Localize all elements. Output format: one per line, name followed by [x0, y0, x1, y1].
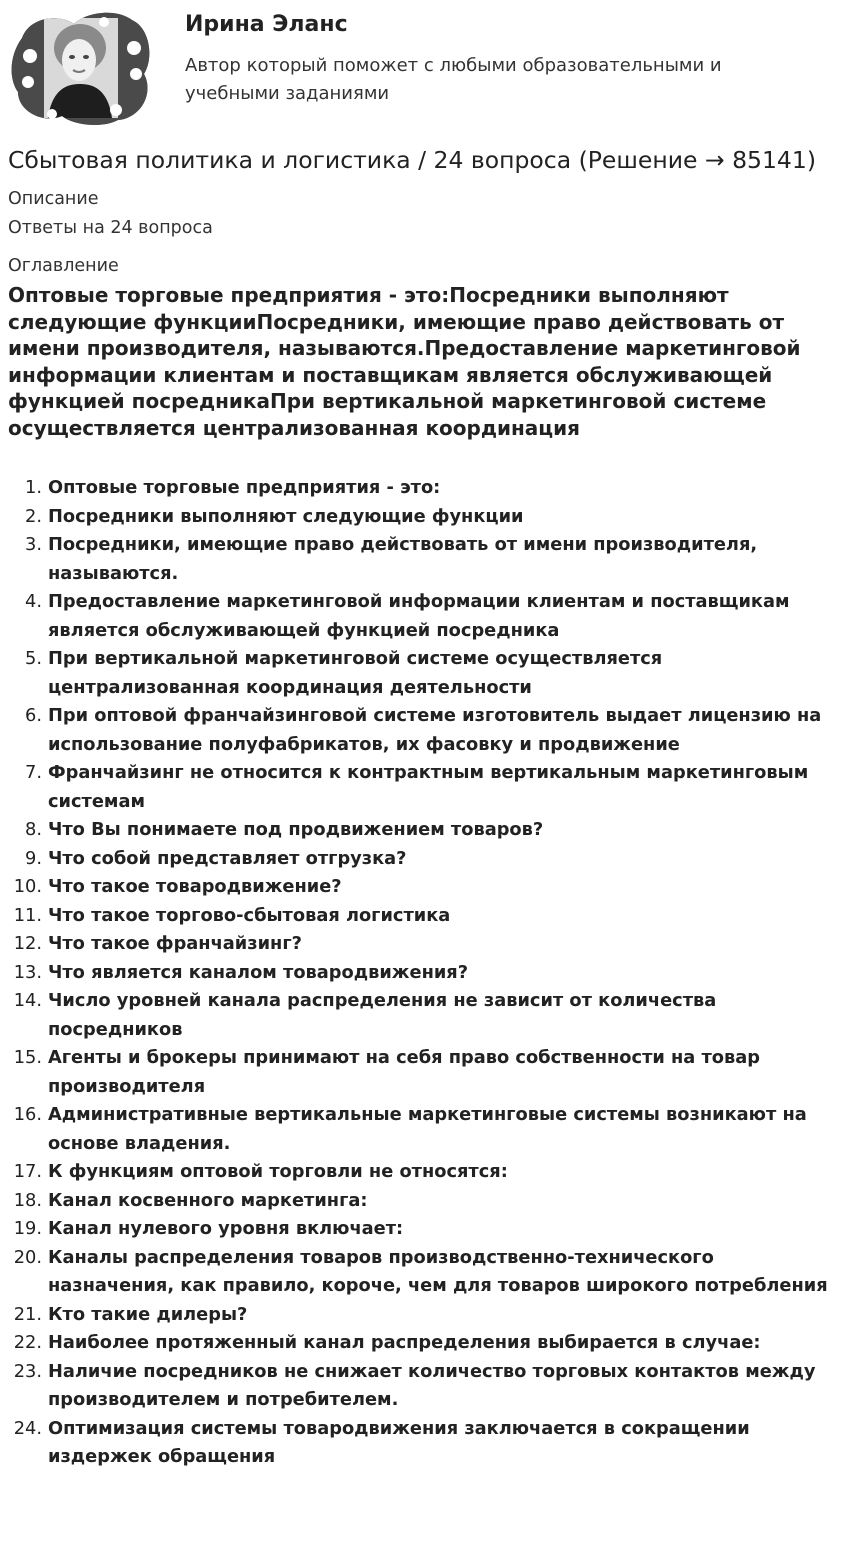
question-number: 14. — [13, 990, 42, 1011]
question-item — [0, 1044, 838, 1101]
question-item — [0, 1301, 838, 1330]
question-number: 20. — [13, 1246, 42, 1268]
question-number: 3. — [25, 534, 42, 555]
question-item — [0, 1215, 838, 1244]
question-number: 19. — [13, 1218, 42, 1239]
question-text: Предоставление маркетинговой информации клиентам и поставщикам является обслуживающей функцией посредника — [48, 591, 790, 641]
toc-label: Оглавление — [8, 256, 119, 276]
question-text: Наиболее протяженный канал распределения выбирается в случае: — [48, 1332, 761, 1353]
question-number: 9. — [25, 847, 42, 869]
author-avatar[interactable] — [8, 8, 152, 126]
question-text: Агенты и брокеры принимают на себя право собственности на товар производителя — [48, 1047, 760, 1097]
question-number: 10. — [13, 876, 42, 897]
question-text: Что собой представляет отгрузка? — [48, 847, 407, 869]
question-item — [0, 474, 838, 503]
question-text: При оптовой франчайзинговой системе изготовитель выдает лицензию на использование полуфабрикатов, их фасовку и продвижение — [48, 705, 822, 755]
question-text: Административные вертикальные маркетинговые системы возникают на основе владения. — [48, 1104, 807, 1154]
question-text: Посредники, имеющие право действовать от имени производителя, называются. — [48, 534, 758, 584]
question-number: 22. — [13, 1332, 42, 1353]
question-number: 17. — [13, 1161, 42, 1182]
question-item — [0, 645, 838, 702]
question-text: Посредники выполняют следующие функции — [48, 505, 524, 527]
question-text: Оптовые торговые предприятия - это: — [48, 477, 441, 498]
author-name[interactable]: Ирина Эланс — [185, 12, 348, 37]
question-text: Франчайзинг не относится к контрактным вертикальным маркетинговым системам — [48, 762, 809, 812]
question-text: При вертикальной маркетинговой системе осуществляется централизованная координация деятельности — [48, 648, 663, 698]
question-text: Кто такие дилеры? — [48, 1303, 248, 1325]
question-item — [0, 987, 838, 1044]
question-text: Число уровней канала распределения не зависит от количества посредников — [48, 990, 717, 1040]
question-number: 4. — [25, 591, 42, 612]
question-number: 2. — [25, 505, 42, 527]
question-text: Что Вы понимаете под продвижением товаров? — [48, 819, 544, 840]
question-item — [0, 702, 838, 759]
description-label: Описание — [8, 189, 99, 209]
question-number: 23. — [13, 1360, 42, 1382]
question-text: Что такое франчайзинг? — [48, 933, 302, 954]
question-number: 12. — [13, 933, 42, 954]
question-text: К функциям оптовой торговли не относятся: — [48, 1161, 508, 1182]
question-item — [0, 1415, 838, 1472]
question-item — [0, 588, 838, 645]
question-number: 6. — [25, 705, 42, 726]
question-item — [0, 1358, 838, 1415]
question-number: 15. — [13, 1047, 42, 1068]
question-item — [0, 531, 838, 588]
page-title: Сбытовая политика и логистика / 24 вопроса (Решение → 85141) — [8, 146, 816, 174]
question-item — [0, 1187, 838, 1216]
question-number: 7. — [25, 762, 42, 783]
question-item — [0, 1101, 838, 1158]
question-item — [0, 503, 838, 532]
question-item — [0, 930, 838, 959]
question-number: 5. — [25, 648, 42, 669]
question-item — [0, 816, 838, 845]
question-text: Оптимизация системы товародвижения заключается в сокращении издержек обращения — [48, 1417, 750, 1467]
question-number: 13. — [13, 961, 42, 983]
question-number: 16. — [13, 1104, 42, 1125]
question-text: Каналы распределения товаров производственно-технического назначения, как правило, короче, чем для товаров широкого потребления — [48, 1246, 828, 1296]
question-number: 11. — [13, 904, 42, 926]
question-text: Наличие посредников не снижает количество торговых контактов между производителем и потребителем. — [48, 1360, 816, 1410]
question-item — [0, 1329, 838, 1358]
description-text: Ответы на 24 вопроса — [8, 218, 213, 238]
question-item — [0, 1244, 838, 1301]
question-item — [0, 902, 838, 931]
question-text: Что такое товародвижение? — [48, 876, 342, 897]
question-item — [0, 1158, 838, 1187]
question-item — [0, 845, 838, 874]
question-text: Что является каналом товародвижения? — [48, 961, 469, 983]
question-text: Что такое торгово-сбытовая логистика — [48, 904, 451, 926]
question-number: 18. — [13, 1189, 42, 1211]
question-item — [0, 759, 838, 816]
author-description: Автор который поможет с любыми образовательными и учебными заданиями — [185, 55, 722, 104]
question-number: 24. — [13, 1417, 42, 1439]
question-text: Канал косвенного маркетинга: — [48, 1189, 368, 1211]
question-item — [0, 959, 838, 988]
question-text: Канал нулевого уровня включает: — [48, 1218, 404, 1239]
author-card — [8, 8, 838, 128]
question-item — [0, 873, 838, 902]
question-number: 8. — [25, 819, 42, 840]
toc-heading: Оптовые торговые предприятия - это:Посредники выполняют следующие функцииПосредники, имеющие право действовать от имени производителя, называются.Предоставление маркетинговой информации клиентам и поставщикам является обслуживающей функцией посредникаПри вертикальной маркетинговой системе осуществляется централизованная координация — [8, 283, 801, 440]
questions-list — [0, 474, 838, 1472]
question-number: 21. — [13, 1303, 42, 1325]
question-number: 1. — [25, 477, 42, 498]
